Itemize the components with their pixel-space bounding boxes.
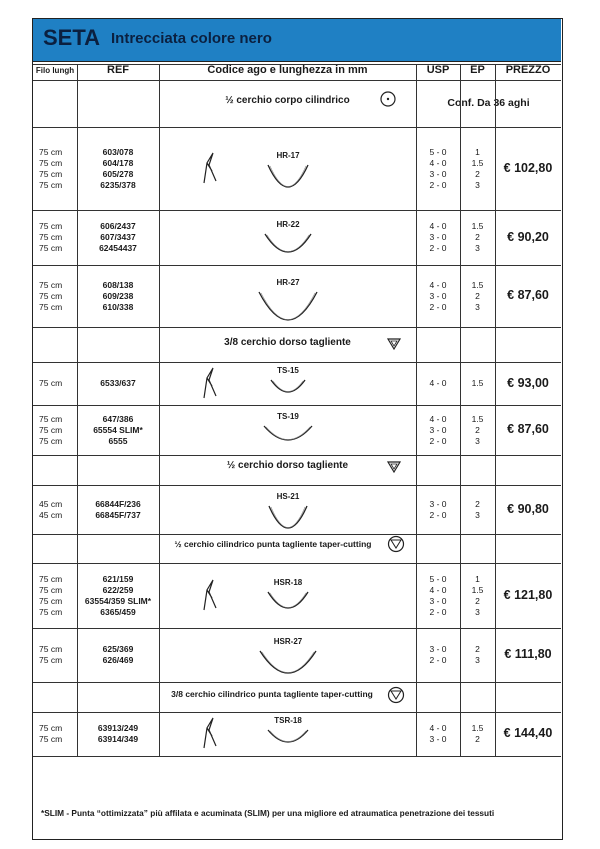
usp-values: 4 - 0	[429, 378, 447, 388]
usp-values: 4 - 0 3 - 0 2 - 0	[429, 413, 447, 446]
needle-tip-icon	[201, 151, 219, 185]
price-value: € 90,80	[507, 501, 549, 516]
header-ref: REF	[107, 64, 129, 76]
ep-values: 2 3	[475, 498, 480, 520]
ep-values: 1 1.5 2 3	[471, 573, 484, 617]
column-divider	[77, 64, 78, 756]
usp-values: 4 - 0 3 - 0	[429, 723, 447, 744]
row-divider	[33, 127, 561, 128]
ep-values: 2 3	[475, 644, 480, 665]
ep-values: 1.5 2 3	[471, 413, 484, 446]
price-value: € 87,60	[507, 288, 549, 302]
needle-code: HR-17	[276, 150, 300, 160]
needle-tip-icon	[201, 366, 219, 400]
length-values: 75 cm 75 cm 75 cm 75 cm	[39, 573, 63, 617]
ref-codes: 647/386 65554 SLIM* 6555	[93, 413, 143, 446]
needle-tip-icon	[201, 578, 219, 612]
length-values: 75 cm 75 cm	[39, 644, 63, 665]
length-values: 75 cm 75 cm	[39, 723, 63, 744]
price-value: € 121,80	[503, 587, 553, 602]
column-divider	[416, 64, 417, 756]
row-divider	[33, 712, 561, 713]
ref-codes: 621/159 622/259 63554/359 SLIM* 6365/459	[84, 573, 152, 617]
price-value: € 87,60	[507, 422, 549, 436]
usp-values: 5 - 0 4 - 0 3 - 0 2 - 0	[429, 573, 447, 617]
needle-curve-icon	[264, 501, 312, 533]
length-values: 75 cm	[39, 378, 63, 388]
needle-curve-icon	[259, 421, 317, 445]
price-value: € 144,40	[503, 726, 553, 740]
price-value: € 111,80	[504, 647, 552, 661]
length-values: 75 cm 75 cm 75 cm 75 cm	[39, 146, 63, 190]
ep-values: 1.5 2	[471, 723, 484, 744]
needle-code: HSR-18	[273, 577, 303, 587]
section-title: 3/8 cerchio dorso tagliente	[224, 337, 351, 348]
ref-codes: 606/2437 607/3437 62454437	[99, 221, 137, 253]
header-divider	[33, 64, 561, 65]
ref-codes: 63913/249 63914/349	[97, 723, 139, 744]
ref-codes: 603/078 604/178 605/278 6235/378	[100, 146, 136, 190]
ref-codes: 625/369 626/469	[102, 644, 134, 665]
ep-values: 1.5 2 3	[471, 221, 484, 253]
column-divider	[159, 64, 160, 756]
taper-cutting-icon	[387, 686, 405, 704]
footnote: *SLIM - Punta “ottimizzata” più affilata e acuminata (SLIM) per una migliore ed atraumatica penetrazione dei tessuti	[41, 808, 495, 818]
needle-curve-icon	[255, 646, 321, 678]
price-value: € 90,20	[507, 229, 549, 244]
price-value: € 93,00	[507, 375, 549, 390]
needle-code: TS-15	[277, 365, 299, 375]
needle-curve-icon	[266, 375, 310, 397]
brand-title: SETA	[43, 25, 101, 50]
ep-values: 1 1.5 2 3	[471, 146, 484, 190]
row-divider	[33, 534, 561, 535]
reverse-cutting-icon	[386, 460, 402, 474]
title-banner	[33, 19, 561, 62]
banner-subtitle: Intrecciata colore nero	[111, 30, 272, 47]
row-divider	[33, 756, 561, 757]
usp-values: 4 - 0 3 - 0 2 - 0	[429, 221, 447, 253]
needle-code: HSR-27	[273, 637, 303, 646]
needle-curve-icon	[260, 229, 316, 257]
taper-cutting-icon	[387, 535, 405, 553]
ref-codes: 66844F/236 66845F/737	[95, 498, 141, 520]
row-divider	[33, 455, 561, 456]
needle-curve-icon	[263, 587, 313, 613]
needle-code: TSR-18	[274, 716, 302, 725]
needle-code: HS-21	[276, 491, 300, 501]
header-price: PREZZO	[505, 64, 551, 76]
row-divider	[33, 265, 561, 266]
row-divider	[33, 563, 561, 564]
ep-values: 1.5	[471, 378, 484, 388]
price-value: € 102,80	[503, 160, 553, 175]
ref-codes: 608/138 609/238 610/338	[102, 279, 134, 312]
length-values: 75 cm 75 cm 75 cm	[39, 413, 63, 446]
header-code: Codice ago e lunghezza in mm	[207, 64, 368, 76]
row-divider	[33, 405, 561, 406]
row-divider	[33, 327, 561, 328]
section-title: 3/8 cerchio cilindrico punta tagliente taper-cutting	[171, 689, 373, 699]
reverse-cutting-icon	[386, 337, 402, 351]
needle-code: TS-19	[277, 412, 299, 421]
row-divider	[33, 362, 561, 363]
header-usp: USP	[426, 64, 450, 76]
usp-values: 5 - 0 4 - 0 3 - 0 2 - 0	[429, 146, 447, 190]
row-divider	[33, 80, 561, 81]
usp-values: 4 - 0 3 - 0 2 - 0	[429, 279, 447, 312]
section-title: ½ cerchio corpo cilindrico	[225, 95, 350, 106]
header-length: Filo lungh	[35, 66, 75, 75]
needle-code: HR-27	[276, 278, 300, 287]
needle-curve-icon	[254, 287, 322, 325]
ep-values: 1.5 2 3	[471, 279, 484, 312]
ref-codes: 6533/637	[100, 378, 136, 388]
usp-values: 3 - 0 2 - 0	[429, 498, 447, 520]
pack-note: Conf. Da 36 aghi	[447, 97, 530, 109]
usp-values: 3 - 0 2 - 0	[429, 644, 447, 665]
catalog-page	[32, 18, 563, 840]
needle-curve-icon	[263, 160, 313, 192]
row-divider	[33, 210, 561, 211]
needle-tip-icon	[201, 716, 219, 750]
needle-curve-icon	[263, 725, 313, 747]
section-title: ½ cerchio cilindrico punta tagliente taper-cutting	[174, 539, 372, 549]
section-title: ½ cerchio dorso tagliente	[226, 460, 349, 471]
column-divider	[460, 64, 461, 756]
length-values: 45 cm 45 cm	[39, 498, 63, 520]
column-divider	[495, 64, 496, 756]
length-values: 75 cm 75 cm 75 cm	[39, 221, 63, 253]
row-divider	[33, 628, 561, 629]
row-divider	[33, 485, 561, 486]
needle-code: HR-22	[276, 219, 300, 229]
row-divider	[33, 682, 561, 683]
header-ep: EP	[470, 64, 485, 76]
round-body-icon	[378, 89, 398, 109]
length-values: 75 cm 75 cm 75 cm	[39, 279, 63, 312]
